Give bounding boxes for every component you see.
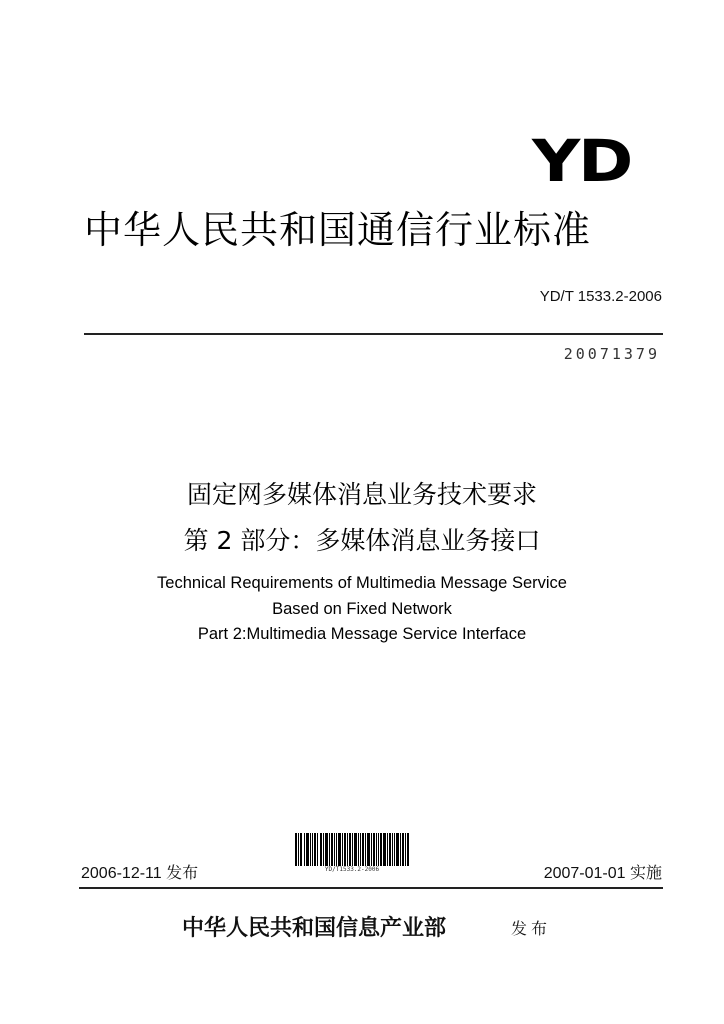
standard-number: YD/T 1533.2-2006 bbox=[539, 288, 662, 305]
stamp-number: 20071379 bbox=[563, 345, 660, 363]
publisher-name: 中华人民共和国信息产业部 bbox=[182, 915, 447, 941]
publisher-suffix: 发布 bbox=[511, 919, 552, 938]
barcode-icon bbox=[295, 833, 409, 866]
standard-category-title: 中华人民共和国通信行业标准 bbox=[84, 208, 592, 252]
header-divider bbox=[84, 333, 663, 335]
barcode-caption: YD/T1533.2-2006 bbox=[324, 866, 380, 873]
footer-divider bbox=[79, 887, 663, 889]
en-title-line-2: Based on Fixed Network bbox=[272, 600, 452, 618]
cn-title-line-1: 固定网多媒体消息业务技术要求 bbox=[186, 480, 537, 509]
issue-date: 2006-12-11 发布 bbox=[81, 865, 199, 882]
implementation-date: 2007-01-01 实施 bbox=[543, 865, 662, 882]
yd-logo: YD bbox=[532, 127, 632, 195]
cn-title-line-2: 第 2 部分：多媒体消息业务接口 bbox=[183, 526, 541, 555]
en-title-line-3: Part 2:Multimedia Message Service Interface bbox=[197, 625, 527, 643]
en-title-line-1: Technical Requirements of Multimedia Message Service bbox=[157, 574, 567, 592]
